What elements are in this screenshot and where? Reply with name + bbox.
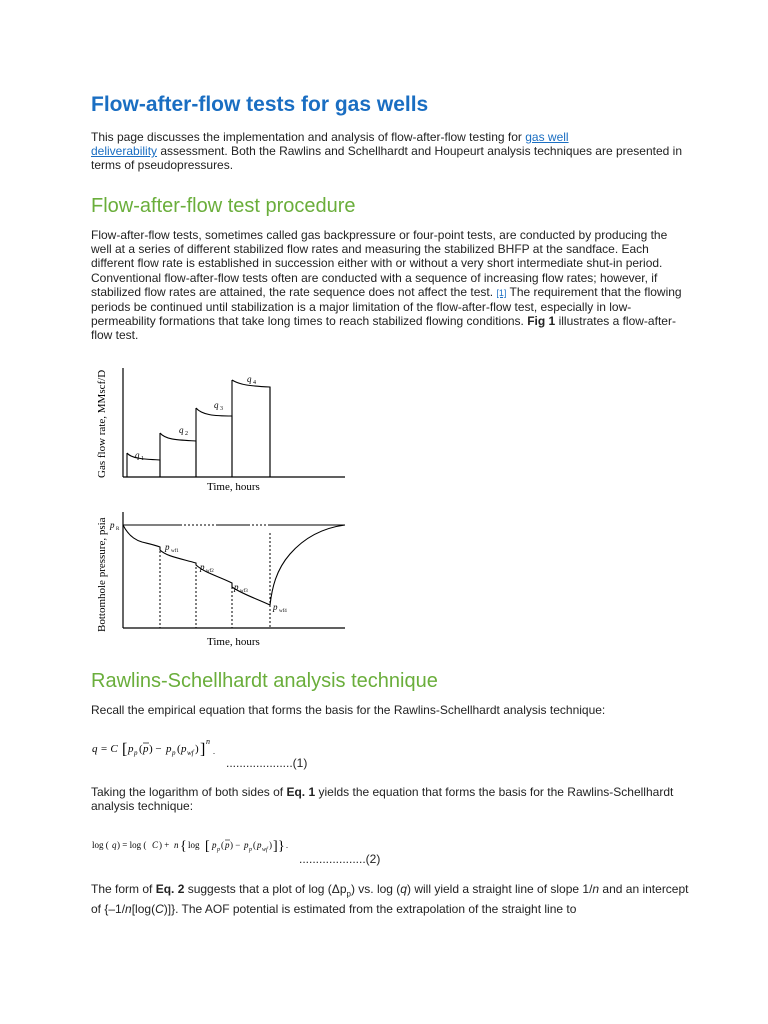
procedure-text-1: Flow-after-flow tests, sometimes called gas backpressure or four-point tests, are conducted by producing the well at a series of different stabilized flow rates and measuring the stabilized BHFP at the sandface. Each different flow rate is established in succession either with or without a very short intermediate shut-in period. Conventional flow-after-flow tests often are conducted with a sequence of increasing flow rates; however, if stabilized flow rates are attained, the rate sequence does not affect the test. bbox=[91, 228, 668, 299]
form-text-5: and an intercept of {–1/ bbox=[91, 882, 689, 916]
svg-text:p: p bbox=[249, 847, 252, 853]
svg-text:p: p bbox=[166, 743, 172, 755]
svg-text:{: { bbox=[180, 839, 187, 854]
form-text-1: The form of bbox=[91, 882, 156, 896]
pr-sub: R bbox=[116, 527, 120, 532]
equation-2-tag: ....................(2) bbox=[299, 852, 381, 866]
intro-text: This page discusses the implementation and analysis of flow-after-flow testing for bbox=[91, 130, 526, 144]
form-n2: n bbox=[125, 901, 132, 916]
pressure-plot bbox=[96, 512, 345, 648]
svg-text:p: p bbox=[181, 743, 187, 755]
rate-plot bbox=[96, 368, 345, 493]
svg-text:): ) bbox=[195, 743, 199, 755]
svg-text:(: ( bbox=[221, 840, 224, 850]
pwf1-label: p bbox=[165, 542, 170, 552]
equation-1-tag: ....................(1) bbox=[226, 756, 308, 770]
form-text-2: suggests that a plot of log (Δp bbox=[184, 882, 347, 896]
svg-text:[: [ bbox=[122, 741, 128, 758]
pressure-curve bbox=[123, 525, 345, 605]
eq2-ref: Eq. 2 bbox=[155, 882, 185, 896]
form-text-6: [log( bbox=[131, 901, 156, 916]
svg-text:.: . bbox=[286, 841, 288, 850]
svg-text:) −: ) − bbox=[149, 743, 162, 755]
deliverability-link[interactable]: deliverability bbox=[91, 144, 158, 159]
gas-well-link[interactable]: gas well bbox=[525, 130, 569, 144]
pressure-x-label: Time, hours bbox=[207, 636, 260, 648]
fig-ref: Fig 1 bbox=[527, 314, 556, 329]
reference-link[interactable]: [1] bbox=[496, 287, 507, 298]
svg-text:]: ] bbox=[273, 839, 278, 854]
q2-label: q bbox=[179, 425, 184, 435]
form-q: q bbox=[400, 882, 407, 896]
form-text-3: ) vs. log ( bbox=[350, 882, 401, 896]
intro-paragraph bbox=[91, 130, 691, 173]
flow-after-flow-figure bbox=[90, 360, 370, 650]
q3-label: q bbox=[214, 400, 219, 410]
svg-text:p: p bbox=[212, 840, 217, 850]
page-title: Flow-after-flow tests for gas wells bbox=[91, 93, 429, 116]
q2-sub: 2 bbox=[185, 431, 188, 437]
pwf3-sub: wf3 bbox=[240, 589, 248, 594]
pwf4-label: p bbox=[273, 602, 278, 612]
form-sub-p: p bbox=[346, 889, 351, 899]
svg-text:C: C bbox=[152, 840, 159, 850]
logarithm-paragraph bbox=[91, 785, 691, 813]
pwf2-label: p bbox=[200, 562, 205, 572]
svg-text:p: p bbox=[225, 840, 230, 850]
svg-text:n: n bbox=[174, 840, 179, 850]
svg-text:[: [ bbox=[205, 839, 210, 854]
svg-text:.: . bbox=[213, 747, 215, 756]
procedure-text-2: The requirement that the flowing periods be continued until stabilization is a major limitation of the flow-after-flow test, especially in low-permeability formations that take long times to reach stabilized flowing conditions. bbox=[91, 284, 682, 329]
form-text-4: ) will yield a straight line of slope 1/ bbox=[406, 882, 593, 896]
svg-text:): ) bbox=[269, 840, 272, 850]
pwf2-sub: wf2 bbox=[206, 569, 214, 574]
rate-y-label: Gas flow rate, MMscf/D bbox=[96, 369, 108, 478]
q4-label: q bbox=[247, 374, 252, 384]
svg-text:n: n bbox=[206, 737, 210, 746]
eq1-ref: Eq. 1 bbox=[286, 785, 316, 799]
svg-text:) = log (: ) = log ( bbox=[117, 840, 147, 850]
eq2-form-paragraph bbox=[91, 882, 691, 916]
rate-step-curve bbox=[127, 380, 270, 477]
svg-text:log (: log ( bbox=[92, 840, 109, 850]
log-text-1: Taking the logarithm of both sides of bbox=[91, 785, 287, 799]
svg-text:p: p bbox=[172, 749, 176, 757]
procedure-text-3: illustrates a flow-after-flow test. bbox=[91, 314, 676, 343]
svg-text:log: log bbox=[188, 840, 200, 850]
svg-text:q = C: q = C bbox=[92, 743, 118, 755]
section-heading-procedure: Flow-after-flow test procedure bbox=[91, 195, 356, 217]
q4-sub: 4 bbox=[253, 380, 256, 386]
q3-sub: 3 bbox=[220, 406, 223, 412]
form-text-7: )]}. The AOF potential is estimated from the extrapolation of the straight line to bbox=[163, 901, 577, 916]
svg-text:(: ( bbox=[177, 743, 181, 755]
log-text-2: yields the equation that forms the basis for the Rawlins-Schellhardt analysis technique: bbox=[91, 785, 674, 814]
pwf3-label: p bbox=[234, 582, 239, 592]
q1-label: q bbox=[135, 450, 140, 460]
pwf4-sub: wf4 bbox=[279, 609, 287, 614]
form-n: n bbox=[592, 882, 600, 896]
section-heading-rawlins: Rawlins-Schellhardt analysis technique bbox=[91, 670, 438, 692]
pr-label: p bbox=[110, 520, 115, 530]
pressure-y-label: Bottomhole pressure, psia bbox=[96, 517, 108, 632]
svg-text:wf: wf bbox=[262, 847, 268, 853]
rawlins-intro-paragraph: Recall the empirical equation that forms the basis for the Rawlins-Schellhardt analysis technique: bbox=[91, 703, 606, 717]
svg-text:q: q bbox=[112, 840, 117, 850]
svg-text:p: p bbox=[143, 743, 149, 755]
q1-sub: 1 bbox=[141, 456, 144, 462]
form-c: C bbox=[155, 901, 164, 916]
svg-text:p: p bbox=[217, 847, 220, 853]
pwf1-sub: wf1 bbox=[171, 549, 179, 554]
svg-text:) −: ) − bbox=[230, 840, 241, 850]
svg-text:p: p bbox=[128, 743, 134, 755]
intro-text-end: assessment. Both the Rawlins and Schellhardt and Houpeurt analysis techniques are presented in terms of pseudopressures. bbox=[91, 144, 683, 173]
rate-x-label: Time, hours bbox=[207, 481, 260, 493]
equation-2 bbox=[92, 832, 312, 860]
svg-text:(: ( bbox=[253, 840, 256, 850]
svg-text:}: } bbox=[278, 839, 285, 854]
svg-text:(: ( bbox=[139, 743, 143, 755]
svg-text:wf: wf bbox=[187, 749, 194, 757]
svg-text:p: p bbox=[244, 840, 249, 850]
procedure-paragraph bbox=[91, 228, 691, 343]
svg-text:) +: ) + bbox=[159, 840, 170, 850]
svg-text:p: p bbox=[257, 840, 262, 850]
svg-text:]: ] bbox=[200, 741, 206, 758]
equation-1 bbox=[92, 734, 232, 764]
svg-text:p: p bbox=[134, 749, 138, 757]
